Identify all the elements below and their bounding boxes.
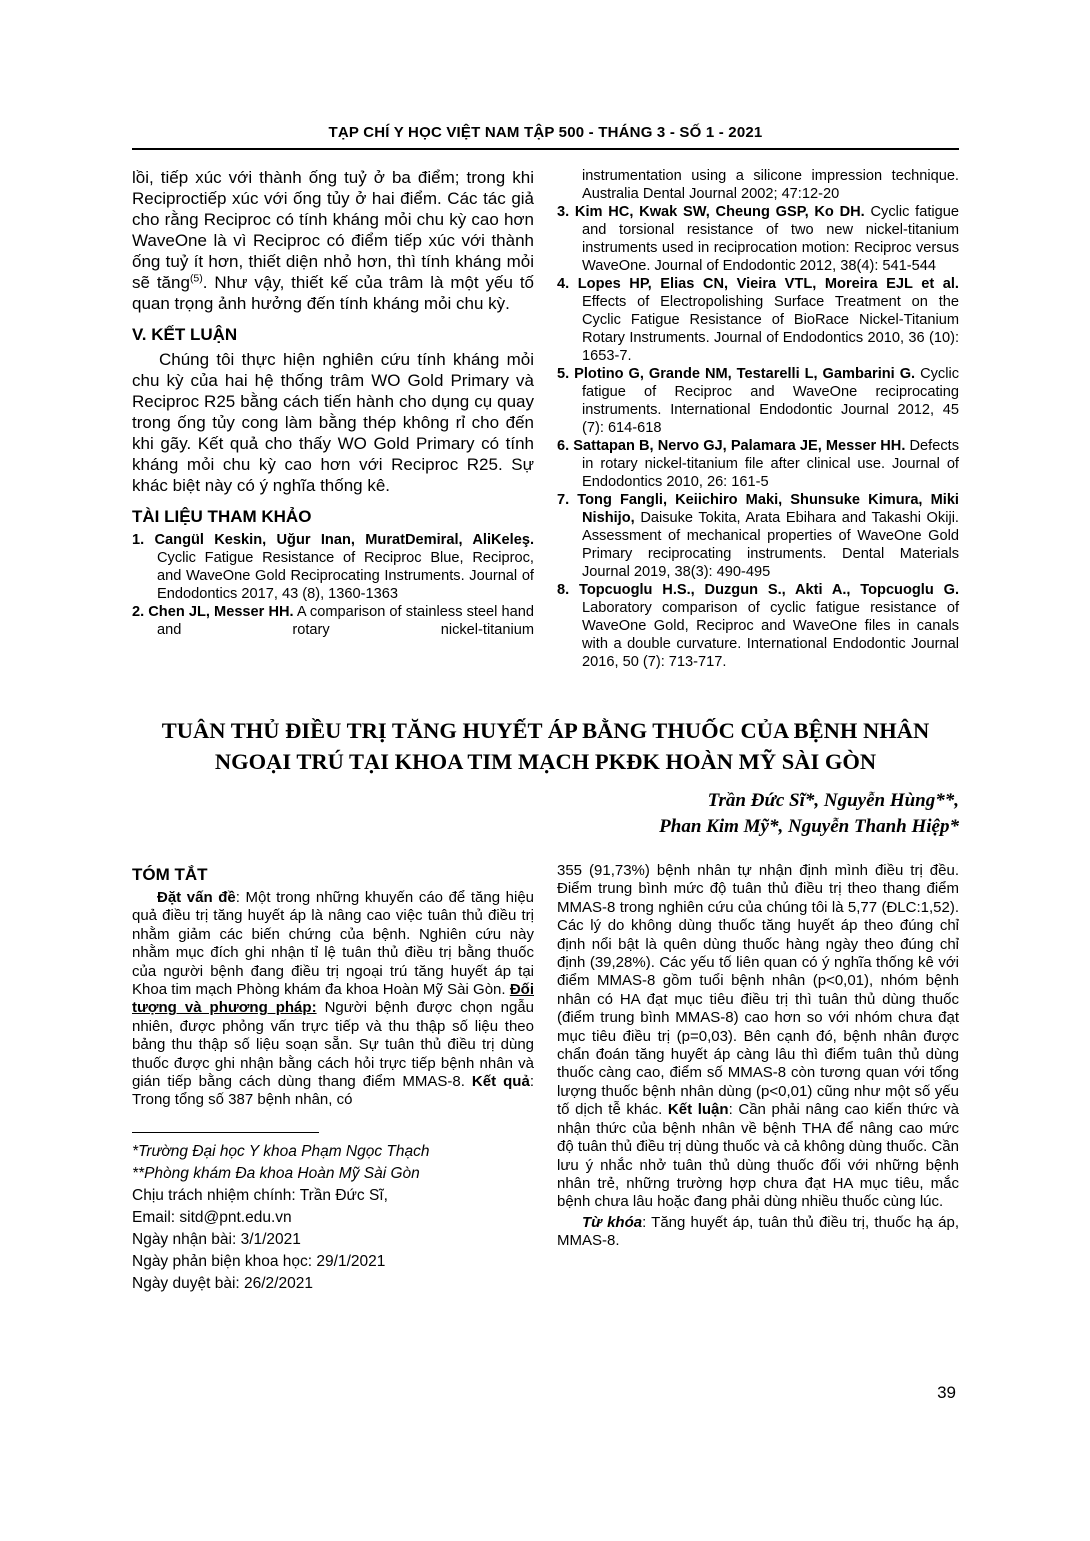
abstract-conclusion-text: : Cần phải nâng cao kiến thức và nhận thức của bệnh nhân về bệnh THA để nâng cao mức độ tuân thủ điều trị dùng thuốc và cả không dùng thuốc. Cần lưu ý nhắc nhở tuân thủ dùng thuốc đối với những bệnh nhân trẻ, những trường hợp chưa đạt HA mục tiêu, mắc bệnh chưa lâu hoặc đang phải dùng nhiều thuốc cùng lúc. [557,1101,959,1211]
abstract-text-results: : Trong tổng số 387 bệnh nhân, có [132,1073,534,1109]
abstract-text-methods: Người bệnh được chọn ngẫu nhiên, được phỏng vấn trực tiếp và thu thập số liệu theo bảng thu thập số liệu soạn sẵn. Sự tuân thủ điều trị dùng thuốc được ghi nhận bằng cách hỏi trực tiếp bệnh nhân và gián tiếp bằng cách dùng thang điểm MMAS-8. [132,999,534,1091]
authors-line2: Phan Kim Mỹ*, Nguyễn Thanh Hiệp* [659,816,959,837]
reference-2-continuation: instrumentation using a silicone impression technique. Australia Dental Journal 2002; 47:12-20 [582,168,959,202]
reference-authors: 2. Chen JL, Messer HH. [132,604,294,620]
abstract-paragraph [132,889,534,1110]
article1-left-column [132,167,534,671]
article-authors [132,788,959,840]
reference-item-4 [557,275,959,365]
footnote-accepted-date: Ngày duyệt bài: 26/2/2021 [132,1274,313,1292]
article1-section [132,167,959,671]
footnote-block [132,1132,534,1295]
reference-text: Daisuke Tokita, Arata Ebihara and Takashi Okiji. Assessment of mechanical properties of WaveOne Gold Primary reciprocating instruments. Dental Materials Journal 2019, 38(3): 490-495 [582,510,959,580]
abstract-label-background: Đặt vấn đề [157,889,236,906]
page-number: 39 [937,1383,956,1402]
reference-text: Laboratory comparison of cyclic fatigue resistance of WaveOne Gold, Reciproc and WaveOne files in canals with a double curvature. International Endodontic Journal 2016, 50 (7): 713-717. [582,600,959,670]
reference-authors: 5. Plotino G, Grande NM, Testarelli L, Gambarini G. [557,366,916,382]
reference-item-6 [557,437,959,491]
reference-text: Cyclic fatigue of Reciproc and WaveOne reciprocating instruments. International Endodontic Journal 2012, 45 (7): 614-618 [582,366,959,436]
reference-item-1 [132,531,534,603]
references-heading: TÀI LIỆU THAM KHẢO [132,507,312,526]
reference-text: Cyclic Fatigue Resistance of Reciproc Blue, Reciproc, and WaveOne Gold Reciprocating Instruments. Journal of Endodontics 2017, 43 (8), 1360-1363 [157,550,534,602]
reference-authors: 6. Sattapan B, Nervo GJ, Palamara JE, Messer HH. [557,438,906,454]
keywords-text: : Tăng huyết áp, tuân thủ điều trị, thuốc hạ áp, MMAS-8. [557,1213,959,1250]
footnote-affiliation-1: *Trường Đại học Y khoa Phạm Ngọc Thạch [132,1142,430,1160]
reference-authors: 7. Tong Fangli, Keiichiro Maki, Shunsuke Kimura, Miki Nishijo, [557,492,959,526]
reference-item-3 [557,203,959,275]
article-title-line2: NGOẠI TRÚ TẠI KHOA TIM MẠCH PKĐK HOÀN MỸ SÀI GÒN [214,749,877,774]
reference-text: Defects in rotary nickel-titanium file after clinical use. Journal of Endodontics 2010, 26: 161-5 [582,438,959,490]
reference-authors: 3. Kim HC, Kwak SW, Cheung GSP, Ko DH. [557,204,865,220]
abstract-text-background: : Một trong những khuyến cáo để tăng hiệu quả điều trị tăng huyết áp là nâng cao việc tuân thủ điều trị nhằm giảm các biến chứng của bệnh. Nghiên cứu này nhằm mục đích ghi nhận tỉ lệ tuân thủ điều trị bằng thuốc của người bệnh đang điều trị ngoại trú tăng huyết áp tại Khoa tim mạch Phòng khám đa khoa Hoàn Mỹ Sài Gòn. [132,889,535,999]
abstract-heading: TÓM TẮT [132,865,208,884]
citation-superscript: (5) [189,272,203,285]
reference-item-7 [557,491,959,581]
abstract-cont-text: 355 (91,73%) bệnh nhân tự nhận định mình điều trị đều. Điểm trung bình mức độ tuân thủ điều trị theo thang điểm MMAS-8 trong nghiên cứu của chúng tôi là 5,77 (ĐLC:1,52). Các lý do không dùng thuốc tăng huyết áp theo đúng chỉ định nổi bật là quên dùng thuốc hàng ngày theo đúng chỉ định (39,28%). Các yếu tố liên quan có ý nghĩa thống kê với điểm MMAS-8 gồm tuổi bệnh nhân (p<0,01), nhóm bệnh nhân có HA đạt mục tiêu điều trị thì tuân thủ dùng thuốc (điểm trung bình MMAS-8) cao hơn so với nhóm chưa đạt mục tiêu điều trị (p=0,03). Bên cạnh đó, bệnh nhân được chẩn đoán tăng huyết áp càng lâu thì điểm tuân thủ dùng thuốc càng cao, điểm số MMAS-8 còn tương quan với tổng lượng thuốc bệnh nhân dùng (p<0,01) cũng như một số yếu tố dịch tễ khác. [557,862,959,1119]
reference-item-8 [557,581,959,671]
conclusion-paragraph: Chúng tôi thực hiện nghiên cứu tính kháng mỏi chu kỳ của hai hệ thống trâm WO Gold Primary và Reciproc R25 bằng cách tiến hành cho dụng cụ quay trong ống tủy cong làm bằng thép không rỉ cho đến khi gãy. Kết quả cho thấy WO Gold Primary có tính kháng mỏi chu kỳ cao hơn với Reciproc R25. Sự khác biệt này có ý nghĩa thống kê. [132,350,534,495]
article2-left-column [132,862,534,1295]
reference-text: Effects of Electropolishing Surface Treatment on the Cyclic Fatigue Resistance of BioRace Nickel-Titanium Rotary Instruments. Journal of Endodontics 2010, 36 (10): 1653-7. [582,294,959,364]
article1-right-column [557,167,959,671]
footnote-review-date: Ngày phản biện khoa học: 29/1/2021 [132,1252,386,1270]
abstract-label-results: Kết quả [471,1073,530,1091]
continuation-paragraph [132,167,534,314]
keywords-paragraph [557,1214,959,1251]
reference-item-2 [132,603,534,639]
continuation-text-after: . Như vậy, thiết kế của trâm là một yếu tố quan trọng ảnh hưởng đến tính kháng mỏi chu kỳ. [132,273,535,313]
reference-authors: 1. Cangül Keskin, Uğur Inan, MuratDemiral, AliKeleş. [132,532,534,548]
authors-line1: Trần Đức Sĩ*, Nguyễn Hùng**, [707,790,959,811]
abstract-label-conclusion: Kết luận [667,1101,729,1119]
footnote-affiliation-2: **Phòng khám Đa khoa Hoàn Mỹ Sài Gòn [132,1164,420,1182]
article2-section [132,862,959,1295]
journal-page [132,124,959,1295]
conclusion-heading: V. KẾT LUẬN [132,325,238,344]
journal-header: TẠP CHÍ Y HỌC VIỆT NAM TẬP 500 - THÁNG 3 - SỐ 1 - 2021 [328,124,763,141]
reference-authors: 4. Lopes HP, Elias CN, Vieira VTL, Moreira EJL et al. [557,276,959,292]
header-rule [132,148,959,150]
abstract-continuation-paragraph [557,862,959,1212]
continuation-text: lồi, tiếp xúc với thành ống tuỷ ở ba điểm; trong khi Reciproctiếp xúc với ống tủy ở hai điểm. Các tác giả cho rằng Reciproc có tính kháng mỏi chu kỳ cao hơn WaveOne là vì Reciproc có điểm tiếp xúc với thành ống tuỷ ít hơn, thiết diện nhỏ hơn, thì tính kháng mỏi sẽ tăng [132,168,534,292]
article-title [132,715,959,777]
footnote-email: Email: sitd@pnt.edu.vn [132,1208,292,1226]
reference-item-5 [557,365,959,437]
article2-right-column [557,862,959,1295]
footnote-received-date: Ngày nhận bài: 3/1/2021 [132,1230,301,1248]
reference-authors: 8. Topcuoglu H.S., Duzgun S., Akti A., Topcuoglu G. [557,582,959,598]
footnote-responsible: Chịu trách nhiệm chính: Trần Đức Sĩ, [132,1186,388,1204]
abstract-label-methods: Đối tượng và phương pháp: [132,981,534,1017]
reference-text: A comparison of stainless steel hand and rotary nickel-titanium [157,604,534,638]
reference-text: Cyclic fatigue and torsional resistance of two new nickel-titanium instruments used in reciprocation motion: Reciproc versus WaveOne. Journal of Endodontic 2012, 38(4): 541-544 [582,204,959,274]
footnote-divider [132,1132,319,1133]
article-title-line1: TUÂN THỦ ĐIỀU TRỊ TĂNG HUYẾT ÁP BẰNG THUỐC CỦA BỆNH NHÂN [161,718,930,743]
keywords-label: Từ khóa [582,1213,643,1231]
